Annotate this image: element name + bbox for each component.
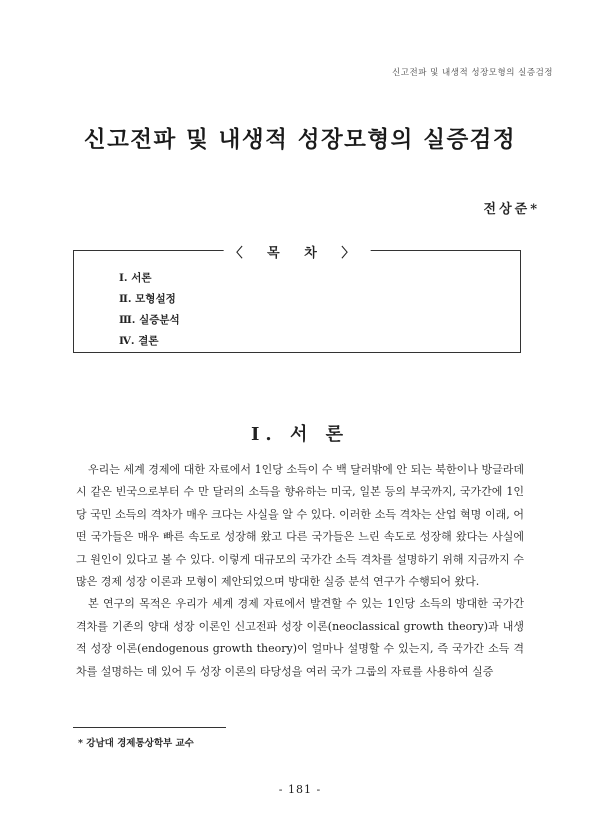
toc-item: Ⅰ. 서론 [119, 272, 152, 284]
toc-item: Ⅱ. 모형설정 [119, 293, 176, 305]
footnote-divider [73, 727, 226, 728]
toc-heading: 〈 목 차 〉 [224, 242, 371, 261]
body-text [76, 459, 524, 683]
paper-title: 신고전파 및 내생적 성장모형의 실증검정 [83, 127, 517, 153]
author-name: 전상준* [483, 202, 540, 217]
page-number: - 181 - [278, 783, 322, 796]
paragraph: 본 연구의 목적은 우리가 세계 경제 자료에서 발견할 수 있는 1인당 소득의 방대한 국가간 격차를 기존의 양대 성장 이론인 신고전파 성장 이론(neoclassical growth theory)과 내생적 성장 이론(endogenous growth theory)이 얼마나 설명할 수 있는지, 즉 국가간 소득 격차를 설명하는 데 있어 두 성장 이론의 타당성을 여러 국가 그룹의 자료를 사용하여 실증 [76, 597, 524, 678]
paragraph: 우리는 세계 경제에 대한 자료에서 1인당 소득이 수 백 달러밖에 안 되는 북한이나 방글라데시 같은 빈국으로부터 수 만 달러의 소득을 향유하는 미국, 일본 등의 부국까지, 국가간에 1인당 국민 소득의 격차가 매우 크다는 사실을 알 수 있다. 이러한 소득 격차는 산업 혁명 이래, 어떤 국가들은 매우 빠른 속도로 성장해 왔고 다른 국가들은 느린 속도로 성장해 왔다는 사실에 그 원인이 있다고 볼 수 있다. 이렇게 대규모의 국가간 소득 격차를 설명하기 위해 지금까지 수많은 경제 성장 이론과 모형이 제안되었으며 방대한 실증 분석 연구가 수행되어 왔다. [76, 463, 524, 589]
table-of-contents [73, 246, 521, 353]
footnote: * 강남대 경제통상학부 교수 [78, 738, 194, 749]
running-header: 신고전파 및 내생적 성장모형의 실증검정 [392, 68, 553, 78]
toc-list [119, 271, 180, 355]
toc-item: Ⅳ. 결론 [119, 335, 159, 347]
section-heading: Ⅰ. 서 론 [251, 424, 349, 445]
toc-item: Ⅲ. 실증분석 [119, 314, 180, 326]
